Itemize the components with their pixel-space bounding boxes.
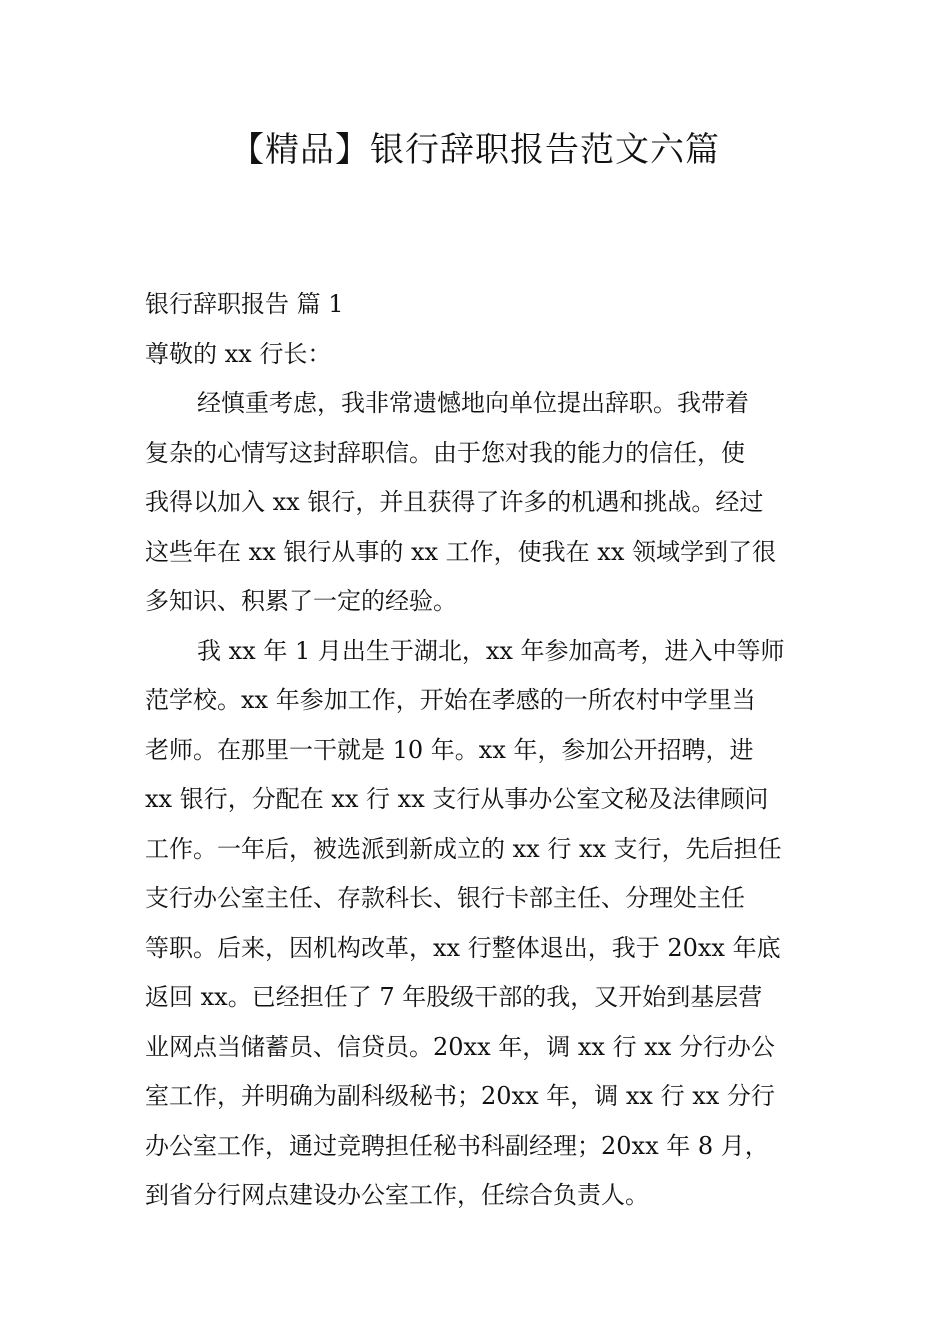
paragraph-line: 这些年在 xx 银行从事的 xx 工作，使我在 xx 领域学到了很 bbox=[145, 537, 776, 566]
paragraph-line: 复杂的心情写这封辞职信。由于您对我的能力的信任，使 bbox=[145, 438, 745, 467]
paragraph-line: 办公室工作，通过竞聘担任秘书科副经理；20xx 年 8 月， bbox=[145, 1131, 769, 1160]
paragraph-line: 支行办公室主任、存款科长、银行卡部主任、分理处主任 bbox=[145, 884, 745, 912]
section-heading: 银行辞职报告 篇 1 bbox=[145, 290, 344, 318]
paragraph-line: 到省分行网点建设办公室工作，任综合负责人。 bbox=[145, 1181, 649, 1209]
paragraph bbox=[145, 379, 810, 627]
paragraph-line: 我 xx 年 1 月出生于湖北，xx 年参加高考，进入中等师 bbox=[197, 636, 785, 665]
document-title: 【精品】银行辞职报告范文六篇 bbox=[230, 130, 720, 170]
paragraph-line: 多知识、积累了一定的经验。 bbox=[145, 587, 457, 615]
paragraph-line: xx 银行，分配在 xx 行 xx 支行从事办公室文秘及法律顾问 bbox=[145, 785, 769, 813]
document-body bbox=[145, 280, 810, 1221]
paragraph-line: 业网点当储蓄员、信贷员。20xx 年，调 xx 行 xx 分行办公 bbox=[145, 1032, 775, 1061]
paragraph bbox=[145, 627, 810, 1221]
paragraph-line: 老师。在那里一干就是 10 年。xx 年，参加公开招聘，进 bbox=[145, 735, 754, 764]
paragraph-line: 室工作，并明确为副科级秘书；20xx 年，调 xx 行 xx 分行 bbox=[145, 1082, 775, 1110]
paragraph-line: 等职。后来，因机构改革，xx 行整体退出，我于 20xx 年底 bbox=[145, 933, 781, 962]
paragraph-line: 范学校。xx 年参加工作，开始在孝感的一所农村中学里当 bbox=[145, 686, 756, 714]
salutation: 尊敬的 xx 行长： bbox=[145, 339, 332, 368]
paragraph-line: 经慎重考虑，我非常遗憾地向单位提出辞职。我带着 bbox=[197, 389, 749, 417]
paragraph-line: 工作。一年后，被选派到新成立的 xx 行 xx 支行，先后担任 bbox=[145, 834, 782, 863]
paragraph-line: 返回 xx。已经担任了 7 年股级干部的我，又开始到基层营 bbox=[145, 983, 763, 1011]
paragraph-line: 我得以加入 xx 银行，并且获得了许多的机遇和挑战。经过 bbox=[145, 488, 764, 516]
